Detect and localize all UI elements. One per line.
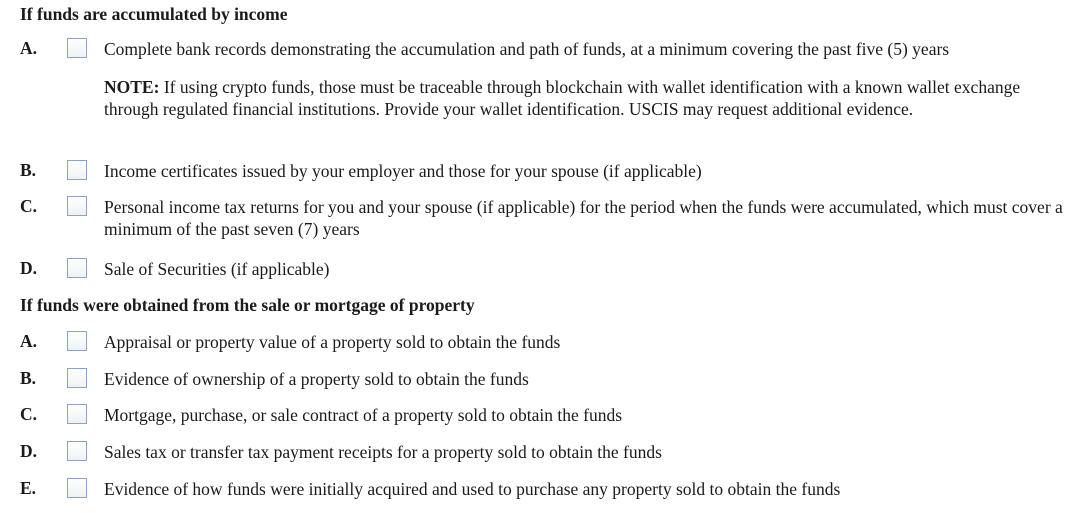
checkbox-property-c[interactable] <box>67 404 87 424</box>
note-label: NOTE: <box>104 77 160 97</box>
item-letter: D. <box>20 258 38 278</box>
item-letter: B. <box>20 160 37 180</box>
item-text: Complete bank records demonstrating the accumulation and path of funds, at a minimum covering the past five (5) years <box>104 39 950 59</box>
item-letter: D. <box>20 441 38 461</box>
item-text: Sales tax or transfer tax payment receipts for a property sold to obtain the funds <box>104 442 662 462</box>
checkbox-income-d[interactable] <box>67 258 87 278</box>
item-text: Sale of Securities (if applicable) <box>104 259 330 279</box>
checkbox-income-c[interactable] <box>67 196 87 216</box>
checkbox-property-a[interactable] <box>67 331 87 351</box>
item-text: Evidence of ownership of a property sold to obtain the funds <box>104 369 529 389</box>
section-heading-property: If funds were obtained from the sale or mortgage of property <box>20 295 475 315</box>
item-letter: C. <box>20 404 38 424</box>
item-text: Personal income tax returns for you and your spouse (if applicable) for the period when the funds were accumulated, which must cover a minimum of the past seven (7) years <box>104 197 1063 239</box>
item-text: Mortgage, purchase, or sale contract of a property sold to obtain the funds <box>104 405 623 425</box>
section-heading-income: If funds are accumulated by income <box>20 4 288 24</box>
item-letter: E. <box>20 478 37 498</box>
checkbox-property-d[interactable] <box>67 441 87 461</box>
item-letter: B. <box>20 368 37 388</box>
checkbox-income-a[interactable] <box>67 38 87 58</box>
item-text: Evidence of how funds were initially acquired and used to purchase any property sold to obtain the funds <box>104 479 841 499</box>
item-text: Income certificates issued by your employer and those for your spouse (if applicable) <box>104 161 702 181</box>
checkbox-property-b[interactable] <box>67 368 87 388</box>
item-letter: A. <box>20 331 38 351</box>
item-text: Appraisal or property value of a property sold to obtain the funds <box>104 332 561 352</box>
crypto-note <box>104 76 1044 120</box>
item-letter: C. <box>20 196 38 216</box>
item-letter: A. <box>20 38 38 58</box>
checkbox-property-e[interactable] <box>67 478 87 498</box>
checkbox-income-b[interactable] <box>67 160 87 180</box>
note-text: If using crypto funds, those must be traceable through blockchain with wallet identification with a known wallet exchange through regulated financial institutions. Provide your wallet identification. USCIS may request additional evidence. <box>104 77 1021 119</box>
